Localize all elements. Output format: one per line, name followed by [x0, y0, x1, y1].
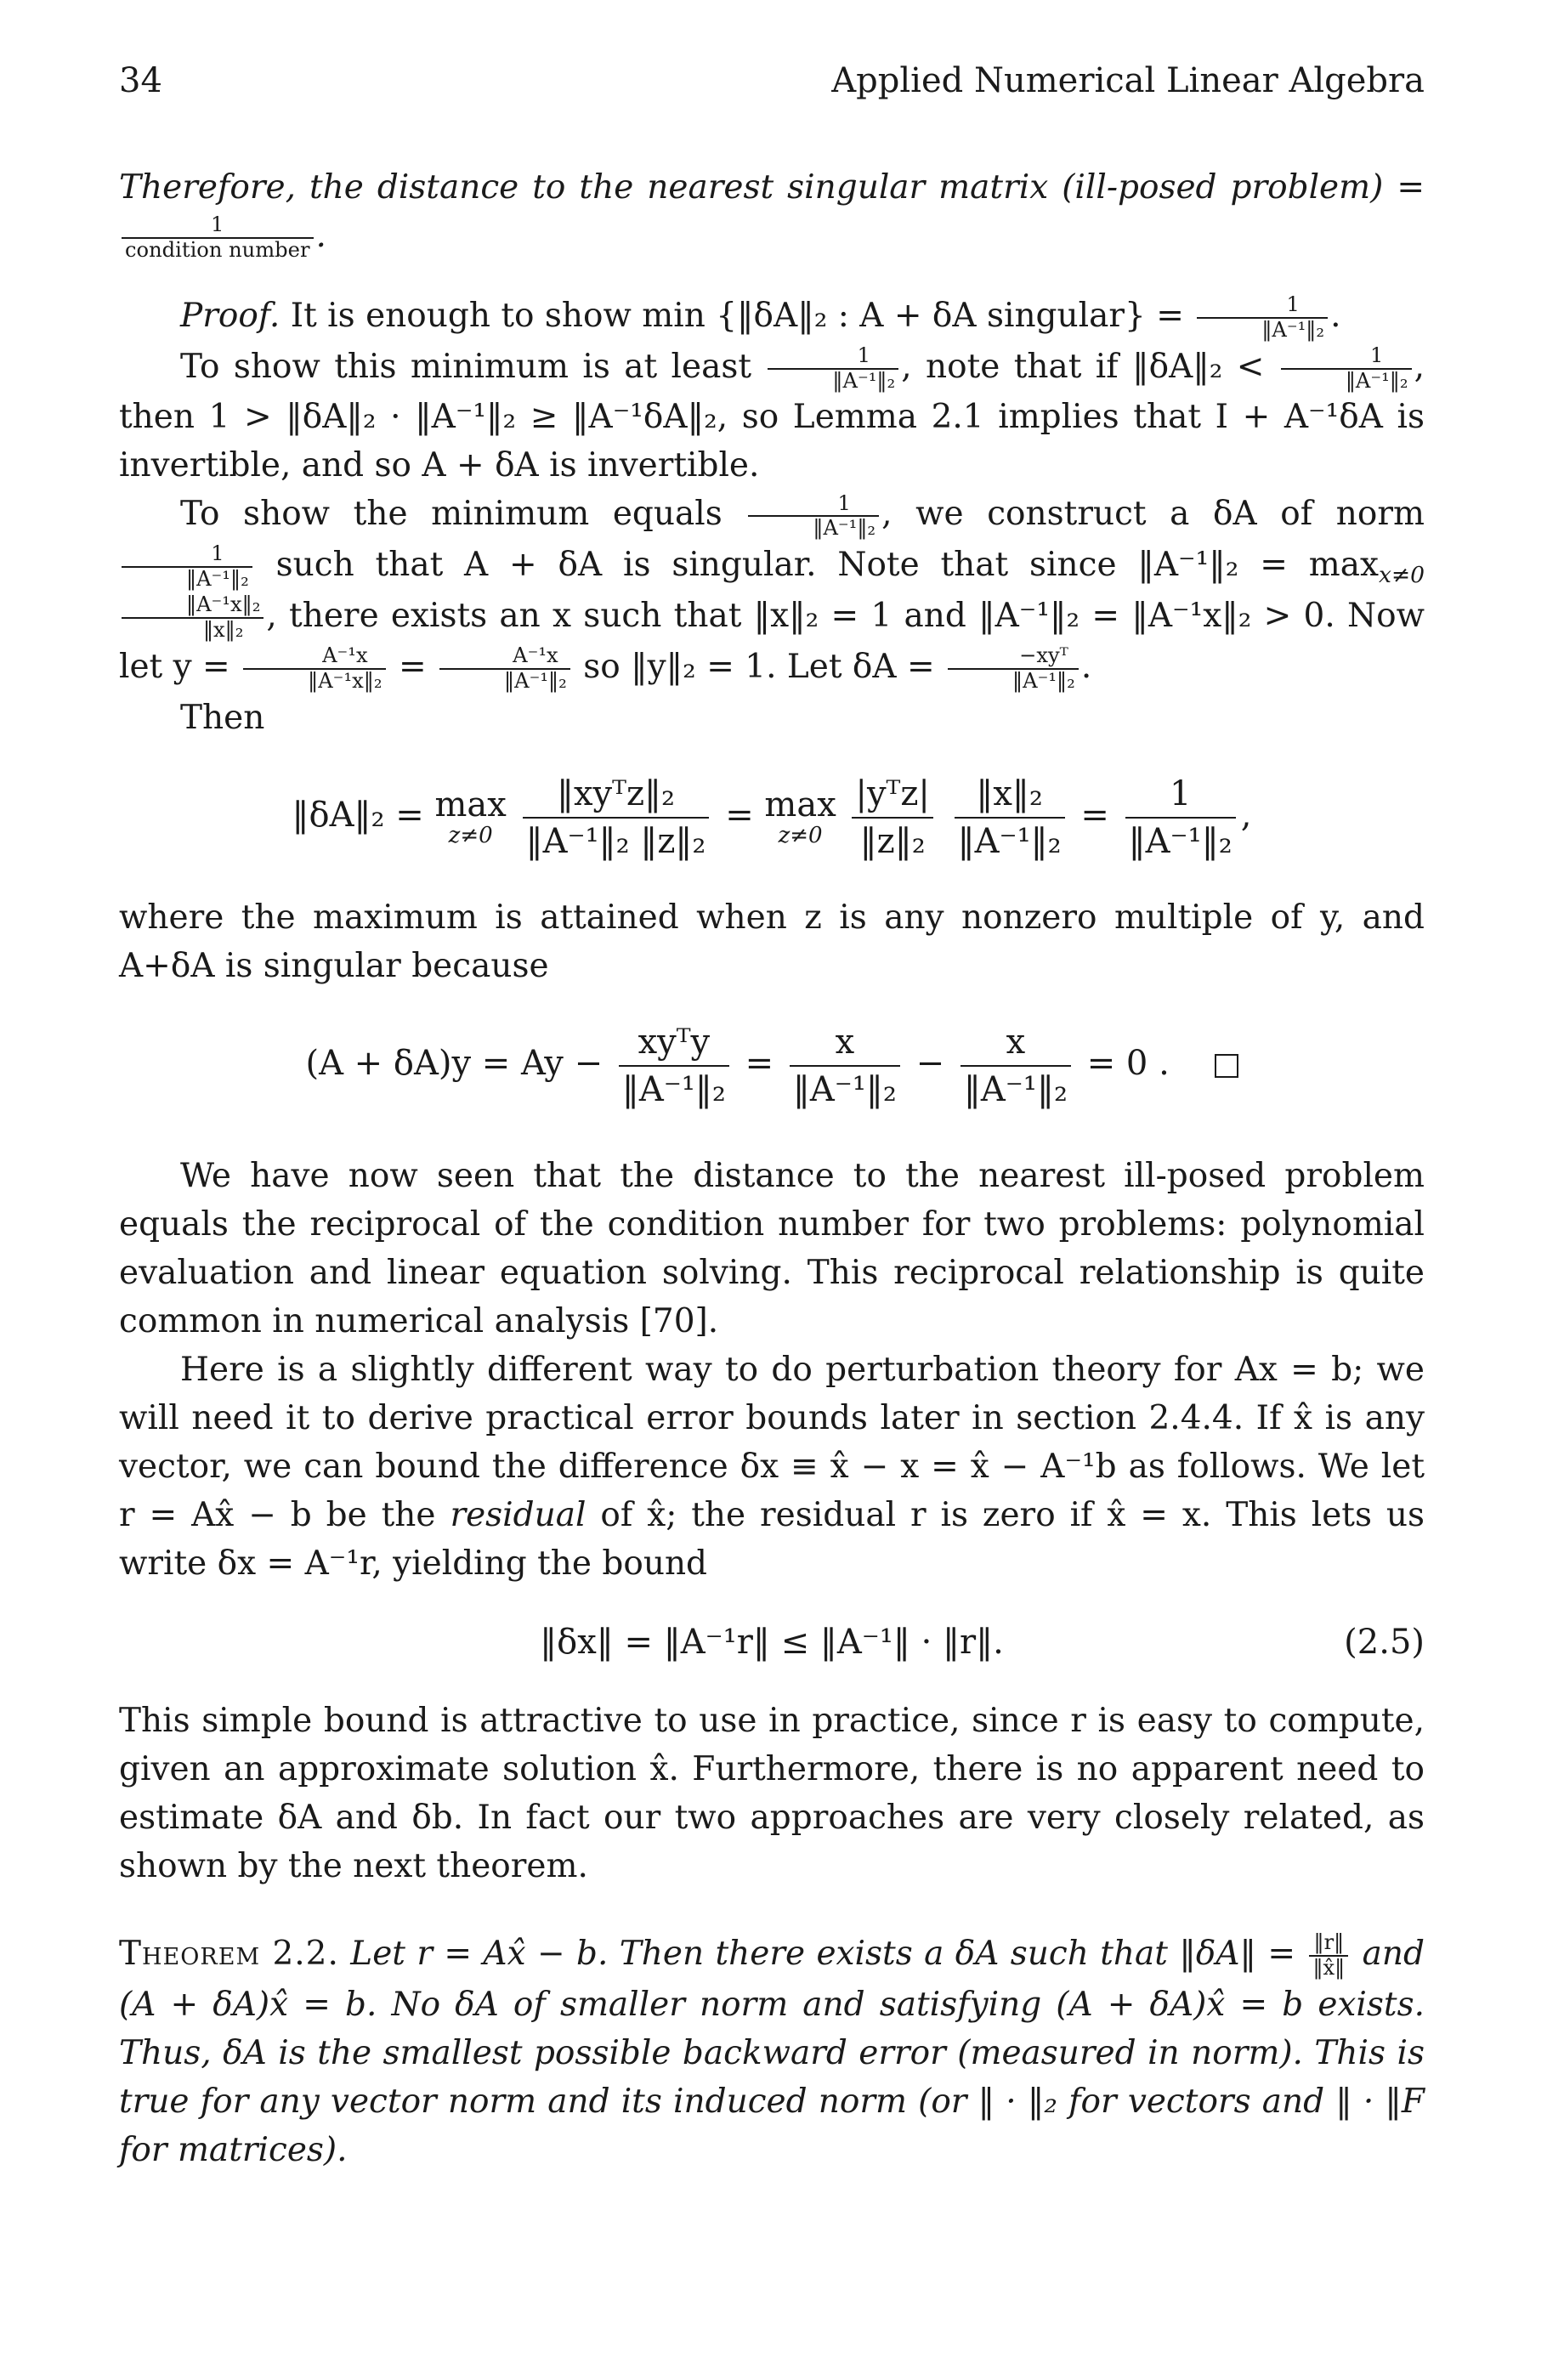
theorem-2-2 [119, 1930, 1425, 2174]
equation-body: ‖δx‖ = ‖A⁻¹r‖ ≤ ‖A⁻¹‖ · ‖r‖. [540, 1622, 1004, 1662]
proof-paragraph-1: Proof. It is enough to show min {‖δA‖₂ : A + δA singular} = $\frac{1}{\text{‖A⁻¹‖₂}}$ . [180, 292, 1341, 342]
proof-text: To show the minimum equals [180, 495, 722, 534]
proof-text: To show this minimum is at least [180, 347, 752, 386]
frac-denominator: ‖A⁻¹‖₂ [621, 1069, 726, 1109]
frac-denominator: condition number [125, 238, 310, 262]
minus-sign: − [915, 1043, 945, 1083]
proof-line-1: It is enough to show min {‖δA‖₂ : A + δA singular} = [290, 296, 1184, 335]
frac-numerator: 1 [1197, 293, 1328, 319]
frac-denominator: ‖A⁻¹‖₂ ‖z‖₂ [525, 821, 706, 861]
discussion-text: of x̂; the residual r is zero if x̂ = x. This lets us write δx = A⁻¹r, yielding the bound [119, 1495, 1425, 1583]
proof-paragraph-4: where the maximum is attained when z is any nonzero multiple of y, and A+δA is singular because [119, 898, 1425, 985]
frac-numerator: 1 [768, 344, 898, 370]
frac-numerator: ‖xyᵀz‖₂ [523, 771, 710, 819]
equation-lhs: (A + δA)y = Ay − [305, 1043, 604, 1083]
frac-numerator: A⁻¹x [439, 644, 570, 670]
max-subscript: z≠0 [448, 823, 493, 849]
proof-text: . [1080, 647, 1092, 686]
max-operator [764, 786, 836, 848]
equation-lhs: ‖δA‖₂ = [292, 795, 424, 835]
frac-numerator: 1 [1281, 344, 1412, 370]
frac-numerator: x [960, 1019, 1071, 1067]
frac-denominator: ‖A⁻¹‖₂ [792, 1069, 897, 1109]
frac-numerator: ‖x‖₂ [955, 771, 1065, 819]
running-header [119, 61, 1425, 112]
display-fraction [790, 1019, 900, 1113]
delta-a-fraction [948, 644, 1079, 694]
frac-denominator: ‖z‖₂ [859, 821, 926, 861]
qed-square-icon [1215, 1054, 1238, 1078]
corollary-fraction [122, 213, 314, 263]
frac-numerator: xyᵀy [619, 1019, 729, 1067]
inverse-norm-fraction [1197, 293, 1328, 343]
frac-denominator: ‖A⁻¹‖₂ [1012, 668, 1075, 693]
theorem-fraction [1309, 1931, 1348, 1980]
y-fraction-2 [439, 644, 570, 694]
discussion-paragraph-1: We have now seen that the distance to the nearest ill-posed problem equals the reciprocal of the condition number for two problems: polynomial evaluation and linear equation solving. This reciprocal relationship is quite common in numerical analysis [70]. [119, 1156, 1425, 1340]
running-title: Applied Numerical Linear Algebra [831, 61, 1425, 100]
frac-denominator: ‖A⁻¹‖₂ [832, 368, 896, 393]
max-subscript: z≠0 [778, 823, 823, 849]
max-word: max [764, 785, 836, 825]
display-fraction [1125, 771, 1236, 864]
frac-denominator: ‖A⁻¹‖₂ [1261, 317, 1325, 342]
display-fraction [852, 771, 932, 864]
proof-paragraph-2 [119, 343, 1425, 490]
equals-sign: = [745, 1043, 774, 1083]
equation-end: = 0 . [1086, 1043, 1170, 1083]
display-fraction [619, 1019, 729, 1113]
frac-denominator: ‖x‖₂ [202, 618, 244, 643]
residual-term: residual [450, 1495, 586, 1534]
proof-text: , then 1 > ‖δA‖₂ · ‖A⁻¹‖₂ ≥ ‖A⁻¹δA‖₂, so Lemma 2.1 implies that I + A⁻¹δA is invertible, and so A + δA is invertible. [119, 347, 1425, 485]
theorem-text: Let r = Ax̂ − b. Then there exists a δA such that ‖δA‖ = [350, 1934, 1296, 1973]
frac-numerator: 1 [1125, 771, 1236, 819]
inverse-norm-fraction [122, 542, 252, 592]
proof-text: , note that if ‖δA‖₂ < [901, 347, 1265, 386]
y-fraction-1 [243, 644, 385, 694]
equals-sign: = [725, 795, 754, 835]
max-subscript: x≠0 [1378, 562, 1425, 589]
equation-end: , [1240, 795, 1252, 835]
frac-denominator: ‖A⁻¹‖₂ [504, 668, 567, 693]
frac-numerator: ‖A⁻¹x‖₂ [122, 593, 264, 619]
proof-text: so ‖y‖₂ = 1. Let δA = [583, 647, 935, 686]
display-fraction [960, 1019, 1071, 1113]
frac-numerator: |yᵀz| [852, 771, 932, 819]
theorem-label: Theorem 2.2. [119, 1934, 339, 1973]
inverse-norm-fraction [748, 492, 879, 541]
proof-text: such that A + δA is singular. Note that since ‖A⁻¹‖₂ = max [275, 546, 1379, 585]
theorem-text: and (A + δA)x̂ = b. No δA of smaller norm and satisfying (A + δA)x̂ = b exists. Thus, δA is the smallest possible backward error (measured in norm). This is true for any vector norm and its induced norm (or ‖ · ‖₂ for vectors and ‖ · ‖F for matrices). [119, 1934, 1425, 2169]
max-operator [435, 786, 507, 848]
frac-denominator: ‖A⁻¹‖₂ [813, 516, 876, 541]
max-word: max [434, 785, 507, 825]
frac-numerator: ‖r‖ [1309, 1931, 1348, 1957]
inverse-norm-fraction [768, 344, 898, 394]
proof-label: Proof. [180, 296, 280, 335]
page-number: 34 [119, 61, 162, 100]
norm-ratio-fraction [122, 593, 264, 643]
discussion-paragraph-3: This simple bound is attractive to use in practice, since r is easy to compute, given an approximate solution x̂. Furthermore, there is no apparent need to estimate δA and δb. In fact our two approaches are very closely related, as shown by the next theorem. [119, 1701, 1425, 1885]
display-fraction [523, 771, 710, 864]
frac-denominator: ‖A⁻¹‖₂ [957, 821, 1062, 861]
corollary-end: . [315, 217, 326, 255]
frac-numerator: 1 [748, 492, 879, 518]
frac-denominator: ‖A⁻¹‖₂ [1128, 821, 1232, 861]
equals-sign: = [1080, 795, 1109, 835]
frac-numerator: 1 [122, 213, 314, 239]
frac-denominator: ‖A⁻¹‖₂ [186, 567, 249, 592]
frac-denominator: ‖A⁻¹x‖₂ [308, 668, 382, 693]
corollary-statement [119, 163, 1425, 263]
page-body [119, 163, 1425, 2174]
frac-numerator: −xyᵀ [948, 644, 1079, 670]
then-line: Then [180, 698, 265, 737]
display-equation-norm [119, 771, 1425, 864]
display-fraction [955, 771, 1065, 864]
inverse-norm-fraction [1281, 344, 1412, 394]
equals-sign: = [398, 647, 427, 686]
frac-numerator: x [790, 1019, 900, 1067]
discussion-text: Here is a slightly different way to do perturbation theory for Ax = b; we will need it to derive practical error bounds later in section 2.4.4. If x̂ is any vector, we can bound the difference δx ≡ x̂ − x = x̂ − A⁻¹b as follows. We let r = Ax̂ − b be the [119, 1350, 1425, 1534]
proof-text: , there exists an x such that ‖x‖₂ = 1 and ‖A⁻¹‖₂ = ‖A⁻¹x‖₂ > 0. Now let y = [119, 597, 1425, 686]
equation-number: (2.5) [1344, 1622, 1425, 1662]
proof-paragraph-3 [119, 490, 1425, 693]
display-equation-singular [119, 1019, 1425, 1113]
corollary-text: Therefore, the distance to the nearest singular matrix (ill-posed problem) = [119, 168, 1425, 207]
frac-numerator: A⁻¹x [243, 644, 385, 670]
discussion-paragraph-2 [119, 1346, 1425, 1588]
frac-denominator: ‖A⁻¹‖₂ [963, 1069, 1068, 1109]
proof-text: , we construct a δA of norm [881, 495, 1425, 534]
frac-denominator: ‖A⁻¹‖₂ [1345, 368, 1408, 393]
frac-denominator: ‖x̂‖ [1312, 1955, 1346, 1980]
equation-2-5 [119, 1617, 1425, 1668]
frac-numerator: 1 [122, 542, 252, 568]
